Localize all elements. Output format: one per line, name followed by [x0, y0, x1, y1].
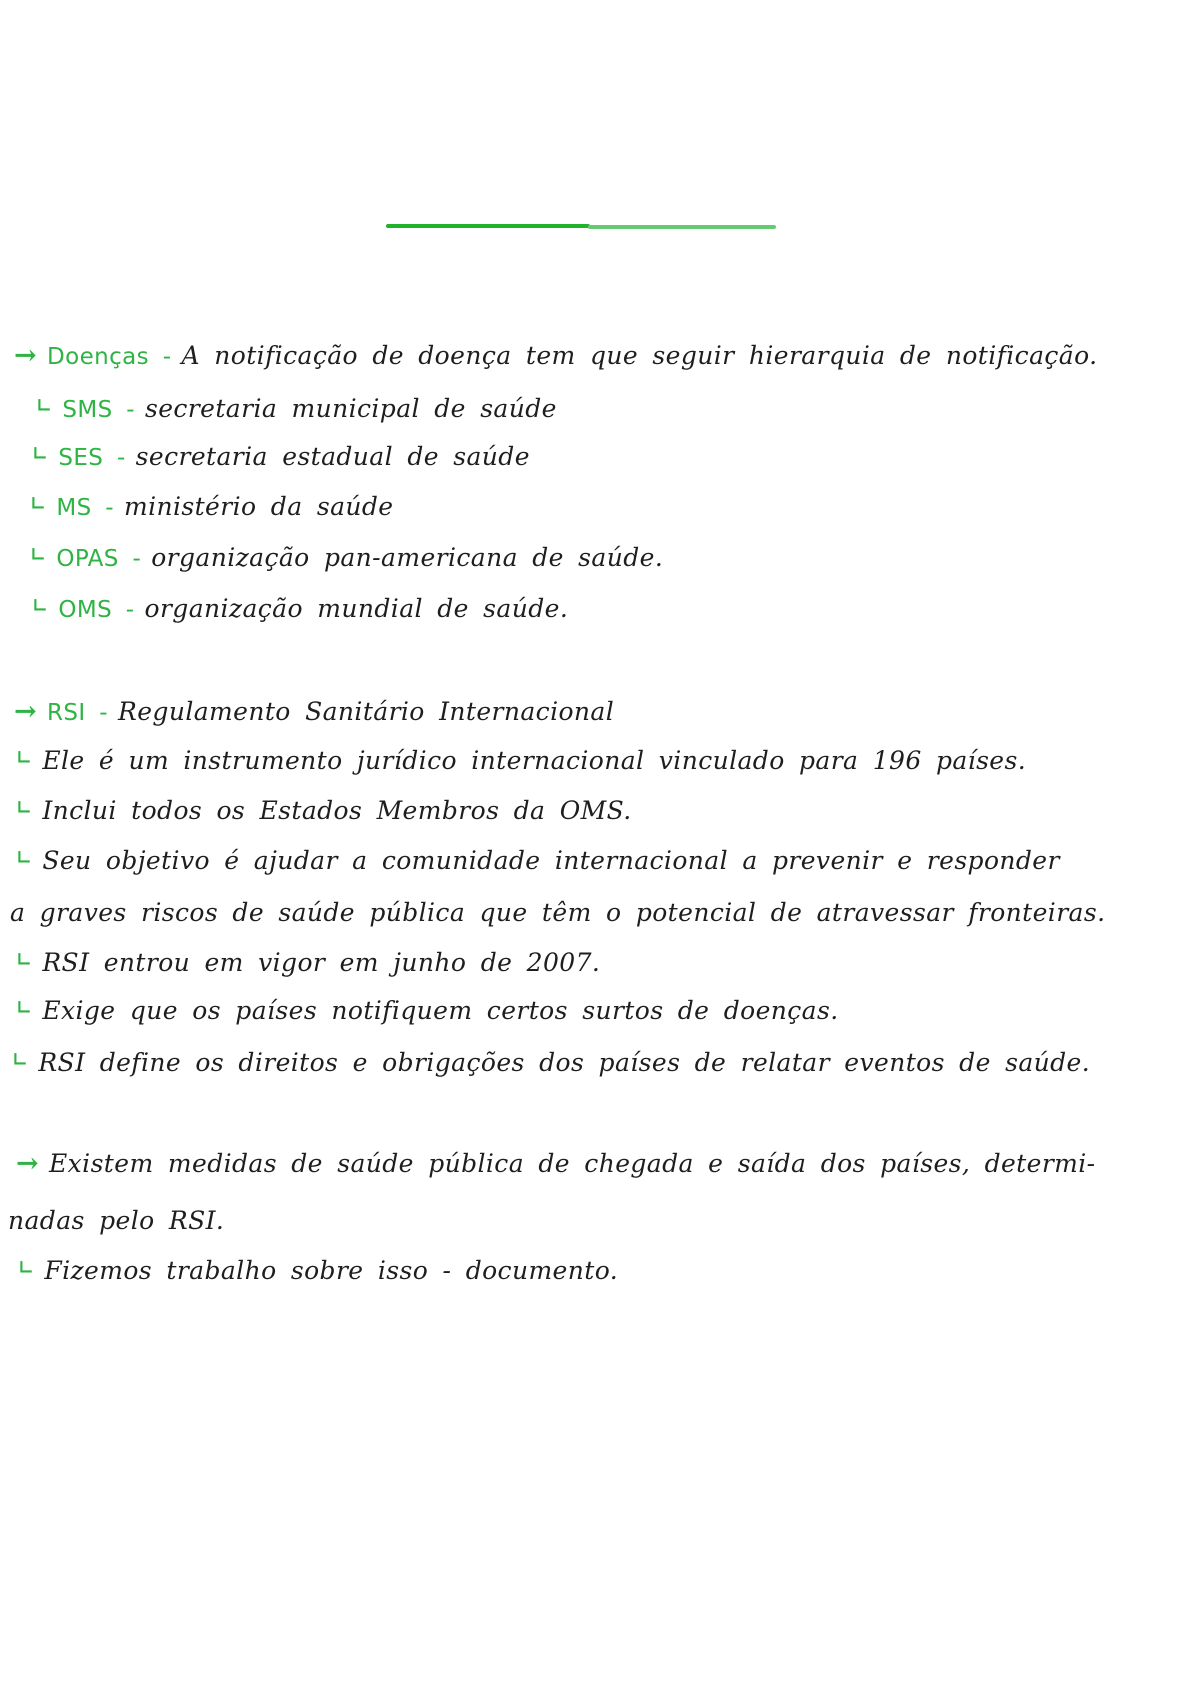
note-line-doencas	[14, 340, 1097, 371]
note-line-objetivo	[16, 846, 1060, 875]
note-text: Regulamento Sanitário Internacional	[118, 697, 615, 726]
term-label-rsi: RSI -	[47, 700, 109, 726]
note-line-rsi-title	[14, 696, 614, 727]
corner-bullet-icon: ∟	[12, 1049, 29, 1071]
term-label-opas: OPAS -	[56, 546, 142, 572]
note-line-vigor	[16, 948, 600, 977]
corner-bullet-icon: ∟	[30, 544, 47, 566]
arrow-icon: →	[14, 340, 38, 371]
corner-bullet-icon: ∟	[32, 443, 49, 465]
term-label-doencas: Doenças -	[47, 344, 172, 370]
note-line-exige	[16, 996, 839, 1025]
note-text: ministério da saúde	[123, 492, 394, 521]
term-label-ses: SES -	[58, 445, 126, 471]
note-text: Fizemos trabalho sobre isso - documento.	[44, 1256, 619, 1285]
term-label-sms: SMS -	[62, 397, 135, 423]
note-text: Ele é um instrumento jurídico internacional vinculado para 196 países.	[42, 746, 1027, 775]
term-label-oms: OMS -	[58, 597, 135, 623]
note-text: secretaria estadual de saúde	[135, 442, 530, 471]
arrow-icon: →	[16, 1148, 40, 1179]
corner-bullet-icon: ∟	[16, 747, 33, 769]
note-line-sms	[36, 394, 557, 423]
note-text: Seu objetivo é ajudar a comunidade internacional a prevenir e responder	[42, 846, 1060, 875]
note-text: organização mundial de saúde.	[144, 594, 569, 623]
note-text: organização pan-americana de saúde.	[151, 543, 664, 572]
note-text: secretaria municipal de saúde	[144, 394, 557, 423]
corner-bullet-icon: ∟	[16, 797, 33, 819]
corner-bullet-icon: ∟	[16, 949, 33, 971]
note-line-opas	[30, 543, 663, 572]
note-text: nadas pelo RSI.	[8, 1206, 225, 1235]
note-line-instrumento	[16, 746, 1026, 775]
note-line-medidas-cont	[8, 1206, 224, 1235]
arrow-icon: →	[14, 696, 38, 727]
note-text: RSI define os direitos e obrigações dos países de relatar eventos de saúde.	[38, 1048, 1091, 1077]
note-text: Exige que os países notifiquem certos surtos de doenças.	[42, 996, 839, 1025]
note-text: RSI entrou em vigor em junho de 2007.	[42, 948, 601, 977]
corner-bullet-icon: ∟	[30, 493, 47, 515]
term-label-ms: MS -	[56, 495, 114, 521]
corner-bullet-icon: ∟	[36, 395, 53, 417]
title-underline-right	[588, 225, 776, 229]
note-text: a graves riscos de saúde pública que têm o potencial de atravessar fronteiras.	[10, 898, 1106, 927]
corner-bullet-icon: ∟	[32, 595, 49, 617]
corner-bullet-icon: ∟	[16, 847, 33, 869]
title-underline-left	[386, 224, 590, 228]
corner-bullet-icon: ∟	[18, 1257, 35, 1279]
note-line-trabalho	[18, 1256, 618, 1285]
note-line-ses	[32, 442, 530, 471]
note-line-define	[12, 1048, 1090, 1077]
note-text: A notificação de doença tem que seguir hierarquia de notificação.	[181, 341, 1098, 370]
note-text: Inclui todos os Estados Membros da OMS.	[42, 796, 632, 825]
note-text: Existem medidas de saúde pública de chegada e saída dos países, determi-	[49, 1149, 1096, 1178]
note-line-medidas	[16, 1148, 1096, 1179]
note-line-ms	[30, 492, 394, 521]
note-line-inclui	[16, 796, 632, 825]
note-line-oms	[32, 594, 568, 623]
corner-bullet-icon: ∟	[16, 997, 33, 1019]
note-line-objetivo-cont	[10, 898, 1105, 927]
